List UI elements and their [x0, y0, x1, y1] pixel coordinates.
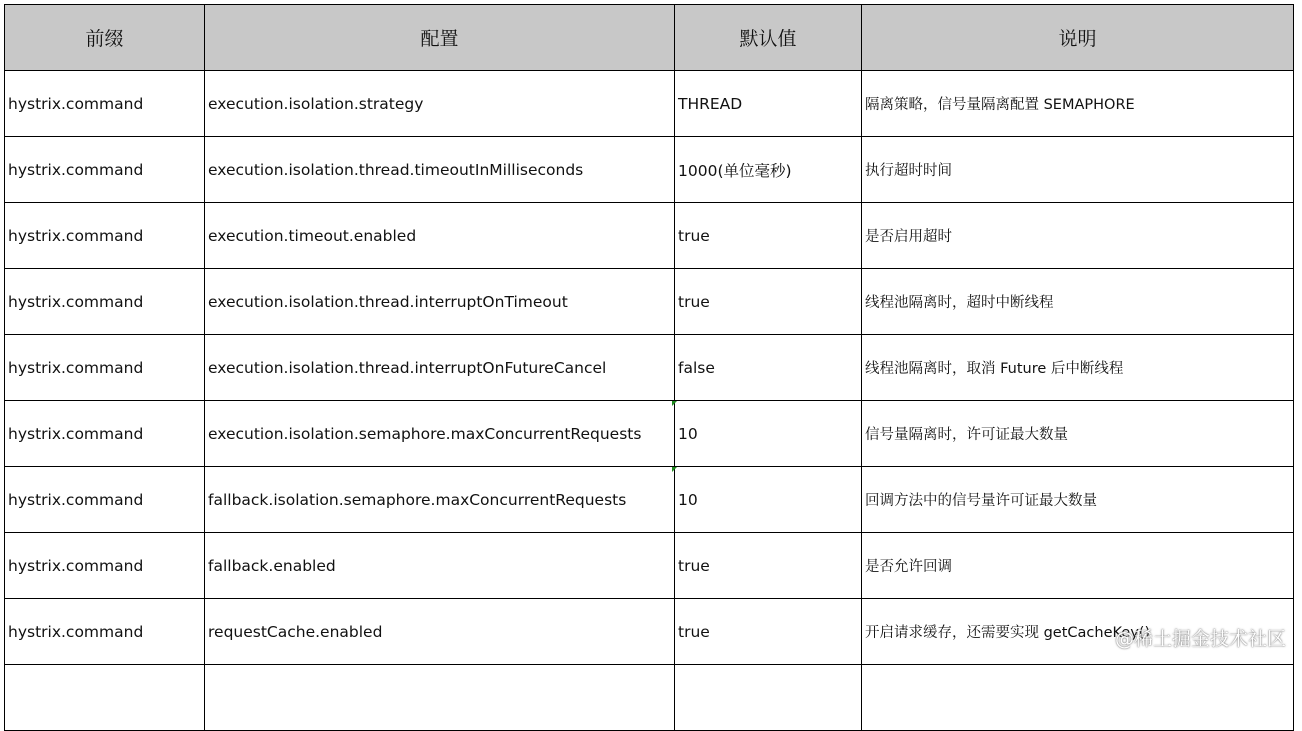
table-row [5, 137, 1294, 203]
header-config: 配置 [205, 5, 675, 71]
cell-default: THREAD [675, 71, 862, 137]
table-row [5, 665, 1294, 731]
cell-default [675, 665, 862, 731]
header-row [5, 5, 1294, 71]
cell-config: execution.isolation.thread.interruptOnTimeout [205, 269, 675, 335]
cell-description: 信号量隔离时，许可证最大数量 [862, 401, 1294, 467]
cell-prefix: hystrix.command [5, 137, 205, 203]
cell-default: true [675, 269, 862, 335]
cell-config [205, 665, 675, 731]
cell-config: execution.isolation.strategy [205, 71, 675, 137]
cell-comment-marker [672, 467, 677, 472]
cell-config: execution.timeout.enabled [205, 203, 675, 269]
cell-description: 开启请求缓存，还需要实现 getCacheKey() [862, 599, 1294, 665]
table-row [5, 599, 1294, 665]
cell-config: execution.isolation.thread.interruptOnFutureCancel [205, 335, 675, 401]
header-prefix: 前缀 [5, 5, 205, 71]
table-row [5, 71, 1294, 137]
table-row [5, 533, 1294, 599]
cell-prefix: hystrix.command [5, 401, 205, 467]
cell-description: 执行超时时间 [862, 137, 1294, 203]
cell-description: 隔离策略，信号量隔离配置 SEMAPHORE [862, 71, 1294, 137]
table-row [5, 467, 1294, 533]
cell-default: true [675, 599, 862, 665]
table-row [5, 401, 1294, 467]
cell-prefix: hystrix.command [5, 71, 205, 137]
watermark: @稀土掘金技术社区 [1114, 628, 1286, 650]
cell-config: fallback.isolation.semaphore.maxConcurrentRequests [205, 467, 675, 533]
table-row [5, 203, 1294, 269]
cell-prefix: hystrix.command [5, 467, 205, 533]
cell-default: true [675, 533, 862, 599]
header-default: 默认值 [675, 5, 862, 71]
table-row [5, 335, 1294, 401]
cell-comment-marker [672, 401, 677, 406]
cell-description [862, 665, 1294, 731]
config-table [4, 4, 1294, 731]
cell-prefix: hystrix.command [5, 335, 205, 401]
cell-description: 是否允许回调 [862, 533, 1294, 599]
cell-config: fallback.enabled [205, 533, 675, 599]
cell-prefix [5, 665, 205, 731]
cell-default: 10 [675, 401, 862, 467]
cell-prefix: hystrix.command [5, 269, 205, 335]
cell-description: 线程池隔离时，取消 Future 后中断线程 [862, 335, 1294, 401]
cell-default: 1000(单位毫秒) [675, 137, 862, 203]
table-row [5, 269, 1294, 335]
cell-description: 回调方法中的信号量许可证最大数量 [862, 467, 1294, 533]
cell-default: true [675, 203, 862, 269]
cell-prefix: hystrix.command [5, 599, 205, 665]
cell-config: requestCache.enabled [205, 599, 675, 665]
cell-config: execution.isolation.thread.timeoutInMilliseconds [205, 137, 675, 203]
cell-config: execution.isolation.semaphore.maxConcurrentRequests [205, 401, 675, 467]
cell-description: 是否启用超时 [862, 203, 1294, 269]
cell-prefix: hystrix.command [5, 203, 205, 269]
cell-default: 10 [675, 467, 862, 533]
header-description: 说明 [862, 5, 1294, 71]
cell-description: 线程池隔离时，超时中断线程 [862, 269, 1294, 335]
cell-prefix: hystrix.command [5, 533, 205, 599]
cell-default: false [675, 335, 862, 401]
